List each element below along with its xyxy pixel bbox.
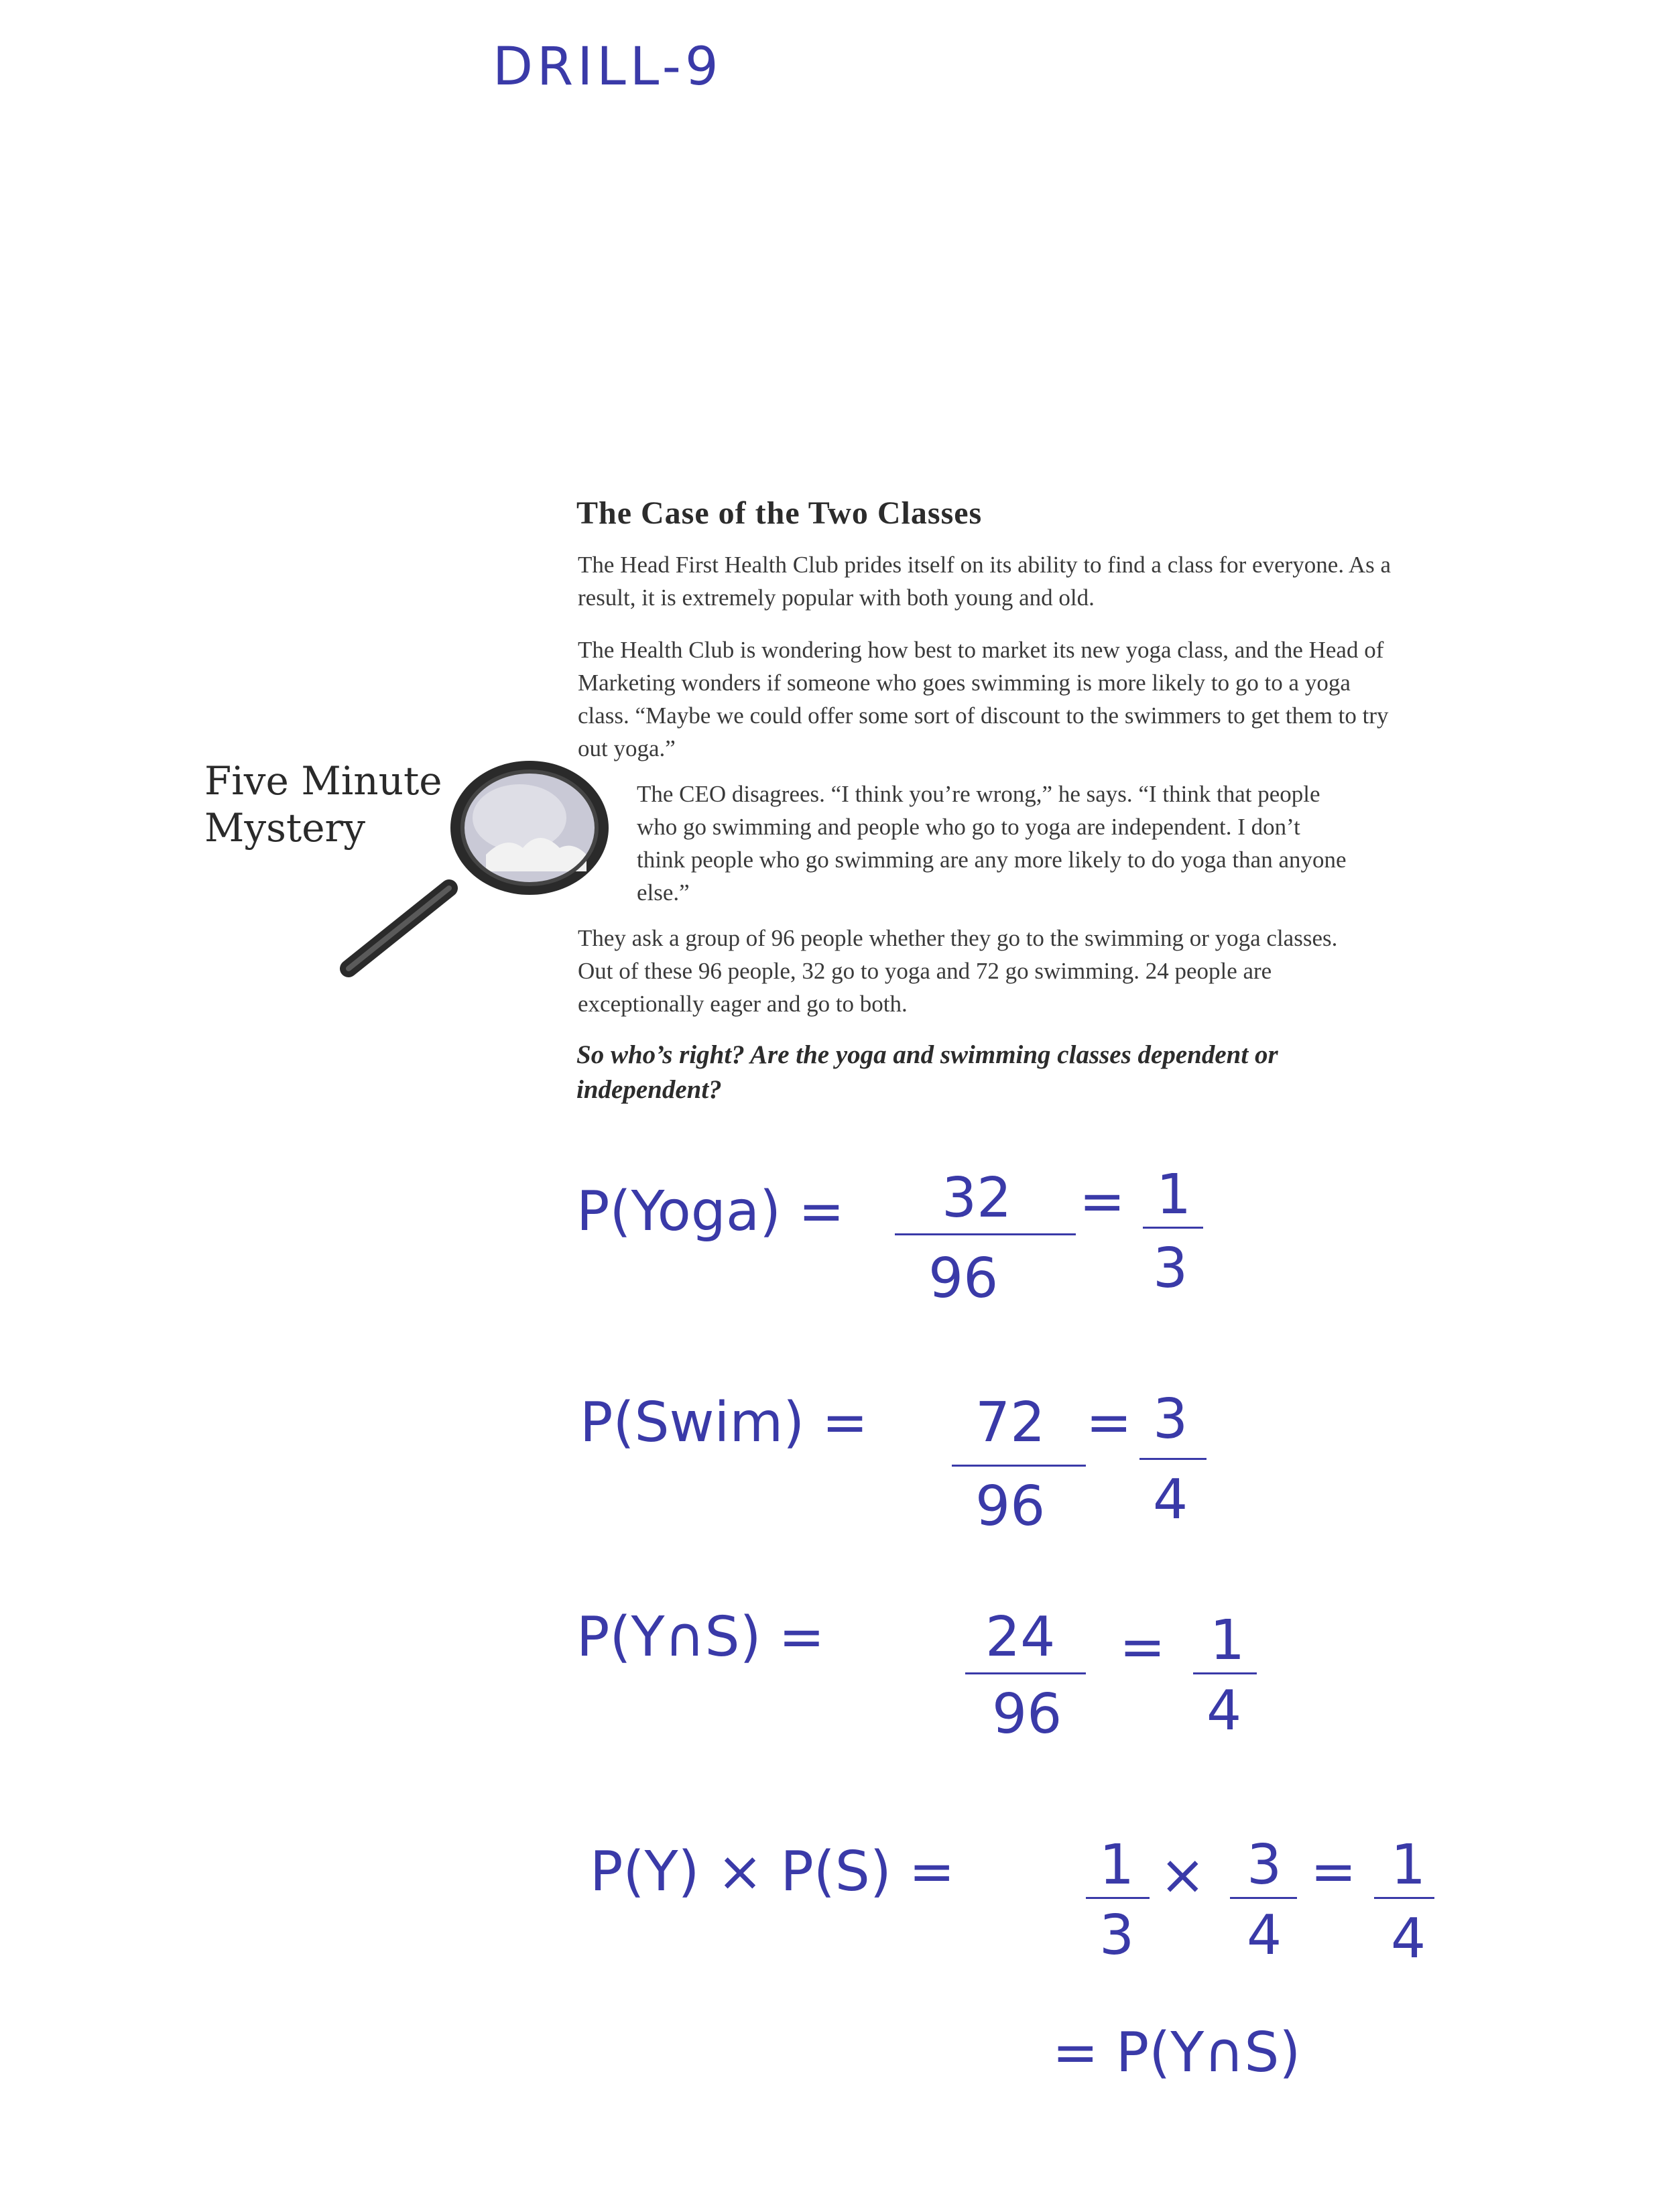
product-equals: = [1310, 1840, 1357, 1904]
product-times: × [1160, 1843, 1206, 1907]
product-result-denominator: 4 [1391, 1907, 1426, 1971]
p-intersection-simplified-numerator: 1 [1210, 1609, 1245, 1672]
product-b-denominator: 4 [1247, 1904, 1282, 1967]
p-intersection-fraction-bar [965, 1672, 1086, 1674]
case-paragraph-4: They ask a group of 96 people whether they go to the swimming or yoga classes. Out of these 96 people, 32 go to yoga and 72 go swimming. 24 people are exceptionally eager and go to both. [578, 925, 1338, 1017]
p-swim-label: P(Swim) = [580, 1391, 868, 1455]
p-yoga-equals: = [1079, 1170, 1125, 1233]
p-yoga-label: P(Yoga) = [576, 1180, 845, 1243]
mystery-label [204, 757, 442, 851]
product-b-bar [1230, 1897, 1297, 1899]
product-a-numerator: 1 [1099, 1833, 1135, 1897]
p-swim-simplified-denominator: 4 [1153, 1468, 1188, 1532]
case-question: So who’s right? Are the yoga and swimming classes dependent or independent? [576, 1040, 1278, 1104]
p-swim-fraction-bar [952, 1465, 1086, 1467]
case-paragraph-2: The Health Club is wondering how best to market its new yoga class, and the Head of Marketing wonders if someone who goes swimming is more likely to go to a yoga class. “Maybe we could offer some sort of discount to the swimmers to get them to try out yoga.” [578, 637, 1389, 761]
mystery-label-line1: Five Minute [204, 758, 442, 804]
handwritten-header: DRILL-9 [493, 37, 723, 97]
p-swim-simplified-bar [1139, 1458, 1207, 1460]
product-result-numerator: 1 [1391, 1833, 1426, 1897]
p-yoga-fraction-bar [895, 1233, 1076, 1235]
mystery-label-line2: Mystery [204, 805, 366, 851]
p-intersection-equals: = [1119, 1615, 1166, 1679]
p-yoga-numerator: 32 [942, 1166, 1012, 1230]
product-b-numerator: 3 [1247, 1833, 1282, 1897]
case-paragraph-3: The CEO disagrees. “I think you’re wrong,” he says. “I think that people who go swimming and people who go to yoga are independent. I don’t think people who go swimming are any more likely to do yoga than anyone else.” [637, 781, 1347, 906]
p-swim-numerator: 72 [975, 1391, 1046, 1455]
product-a-bar [1086, 1897, 1150, 1899]
p-yoga-simplified-bar [1143, 1227, 1203, 1229]
product-a-denominator: 3 [1099, 1904, 1135, 1967]
p-yoga-denominator: 96 [928, 1247, 999, 1310]
p-yoga-simplified-numerator: 1 [1156, 1163, 1192, 1227]
p-swim-simplified-numerator: 3 [1153, 1388, 1188, 1451]
p-intersection-simplified-denominator: 4 [1207, 1679, 1242, 1743]
p-swim-equals: = [1086, 1391, 1132, 1455]
product-result-bar [1374, 1897, 1434, 1899]
p-swim-denominator: 96 [975, 1475, 1046, 1538]
conclusion-equality: = P(Y∩S) [1052, 2021, 1301, 2085]
product-label: P(Y) × P(S) = [590, 1840, 955, 1904]
p-intersection-numerator: 24 [985, 1605, 1056, 1669]
p-yoga-simplified-denominator: 3 [1153, 1237, 1188, 1300]
p-intersection-label: P(Y∩S) = [576, 1605, 825, 1669]
p-intersection-simplified-bar [1193, 1672, 1257, 1674]
case-paragraph-1: The Head First Health Club prides itself on its ability to find a class for everyone. As a result, it is extremely popular with both young and old. [578, 552, 1392, 611]
p-intersection-denominator: 96 [992, 1682, 1062, 1746]
case-title: The Case of the Two Classes [576, 495, 983, 531]
